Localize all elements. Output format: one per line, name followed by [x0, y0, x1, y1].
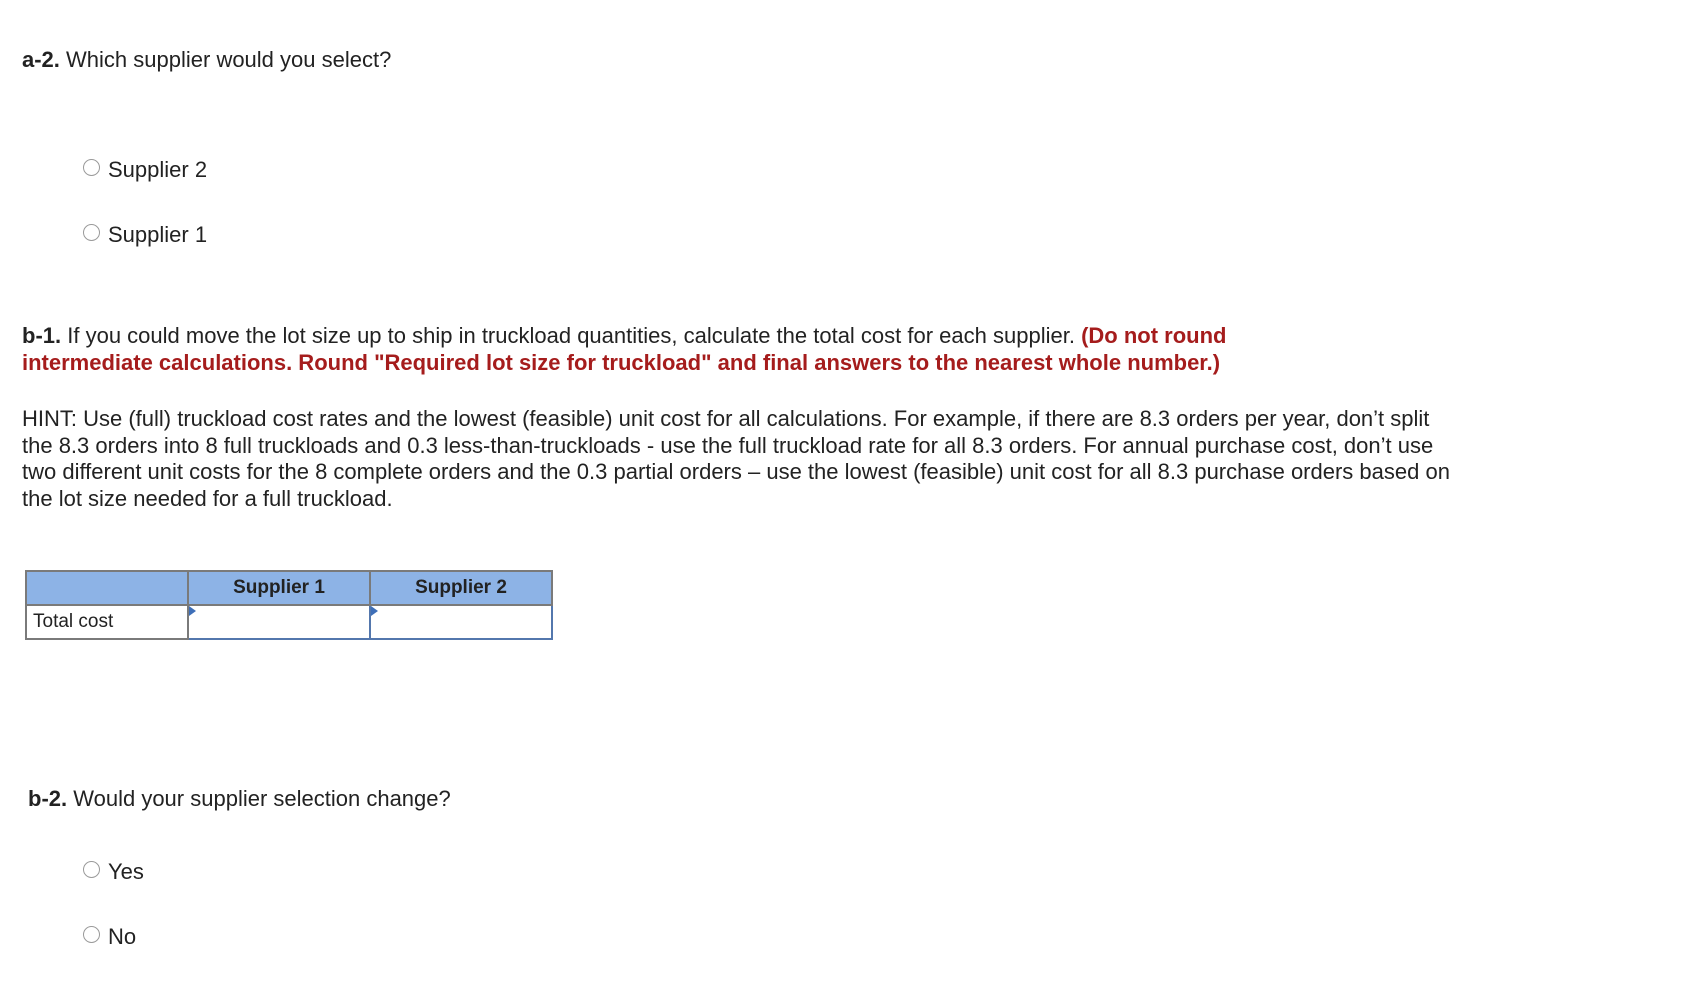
total-cost-table [25, 570, 553, 640]
radio-button-icon[interactable] [83, 159, 100, 176]
supplier-2-total-cost-cell[interactable] [370, 605, 552, 639]
question-a2-text: Which supplier would you select? [66, 47, 392, 72]
radio-option-yes[interactable] [83, 858, 144, 886]
question-a2-label: a-2. [22, 47, 60, 72]
question-b1-text: If you could move the lot size up to ship in truckload quantities, calculate the total cost for each supplier. [67, 323, 1075, 348]
radio-option-label: Yes [108, 859, 144, 884]
radio-option-no[interactable] [83, 923, 136, 951]
radio-option-label: No [108, 924, 137, 949]
input-marker-icon [371, 606, 378, 616]
question-b2 [28, 785, 451, 813]
question-b2-label: b-2. [28, 786, 68, 811]
radio-button-icon[interactable] [83, 224, 100, 241]
table-header-blank [26, 571, 188, 605]
table-row [26, 605, 552, 639]
radio-option-supplier-2[interactable] [83, 156, 207, 184]
input-marker-icon [189, 606, 196, 616]
radio-button-icon[interactable] [83, 926, 100, 943]
rounding-instruction-start: (Do not round [1081, 323, 1227, 348]
question-b1 [22, 323, 1442, 376]
supplier-1-total-cost-input[interactable] [189, 607, 369, 637]
radio-option-supplier-1[interactable] [83, 221, 207, 249]
radio-option-label: Supplier 2 [108, 157, 208, 182]
question-b1-label: b-1. [22, 323, 62, 348]
table-header-row [26, 571, 552, 605]
table-header-supplier-1: Supplier 1 [188, 571, 370, 605]
rounding-instruction-end: intermediate calculations. Round "Required lot size for truckload" and final answers to the nearest whole number.) [22, 349, 1221, 375]
supplier-1-total-cost-cell[interactable] [188, 605, 370, 639]
hint-text: HINT: Use (full) truckload cost rates and the lowest (feasible) unit cost for all calculations. For example, if there are 8.3 orders per year, don’t split the 8.3 orders into 8 full truckloads and 0.3 less-than-truckloads - use the full truckload rate for all 8.3 orders. For annual purchase cost, don’t use two different unit costs for the 8 complete orders and the 0.3 partial orders – use the lowest (feasible) unit cost for all 8.3 purchase orders based on the lot size needed for a full truckload. [22, 406, 1450, 511]
radio-option-label: Supplier 1 [108, 222, 208, 247]
question-b2-text: Would your supplier selection change? [73, 786, 451, 811]
question-a2 [22, 46, 391, 74]
radio-button-icon[interactable] [83, 861, 100, 878]
table-row-label-total-cost: Total cost [26, 605, 188, 639]
supplier-2-total-cost-input[interactable] [371, 607, 551, 637]
table-header-supplier-2: Supplier 2 [370, 571, 552, 605]
